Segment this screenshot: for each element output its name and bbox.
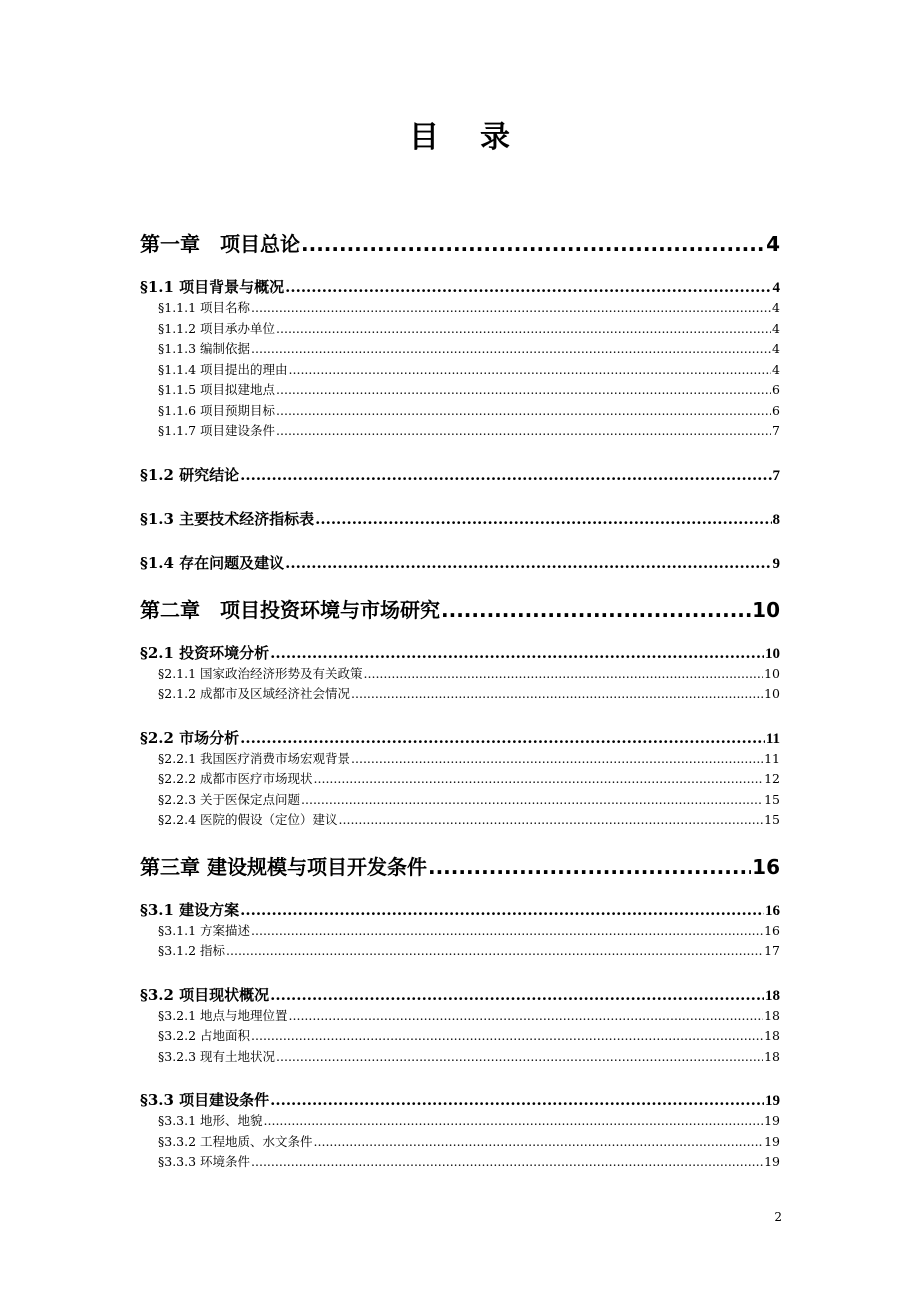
toc-leader-dots <box>251 341 771 356</box>
toc-entry-page: 18 <box>764 1028 780 1043</box>
toc-entry-page: 10 <box>764 665 780 681</box>
toc-entry-chapter[interactable] <box>140 228 780 264</box>
toc-entry-section[interactable] <box>140 984 780 1006</box>
toc-entry-page: 18 <box>764 1007 780 1023</box>
toc-entry-sub[interactable] <box>140 360 780 381</box>
toc-entry-sub[interactable] <box>140 421 780 442</box>
toc-leader-dots <box>441 598 751 622</box>
toc-entry-sub[interactable] <box>140 810 780 831</box>
toc-entry-label: §2.2.1 我国医疗消费市场宏观背景 <box>158 750 351 766</box>
toc-leader-dots <box>351 751 763 766</box>
toc-entry-page: 11 <box>765 730 780 747</box>
toc-leader-dots <box>270 1091 764 1109</box>
toc-leader-dots <box>315 510 771 528</box>
toc-entry-label: §1.1 项目背景与概况 <box>140 278 285 296</box>
toc-entry-sub[interactable] <box>140 380 780 401</box>
toc-entry-page: 16 <box>765 902 780 919</box>
page-title <box>0 112 920 156</box>
toc-leader-dots <box>270 644 764 662</box>
toc-entry-sub[interactable] <box>140 1132 780 1153</box>
toc-entry-page: 6 <box>772 382 780 397</box>
toc-entry-page: 7 <box>772 423 780 438</box>
toc-entry-label: §1.1.2 项目承办单位 <box>158 320 276 336</box>
toc-entry-label: §3.1 建设方案 <box>140 900 240 919</box>
toc-entry-label: §3.3.2 工程地质、水文条件 <box>158 1133 313 1149</box>
toc-entry-label: §3.1.1 方案描述 <box>158 922 251 938</box>
toc-entry-section[interactable] <box>140 642 780 664</box>
toc-entry-sub[interactable] <box>140 684 780 705</box>
toc-entry-sub[interactable] <box>140 664 780 685</box>
toc-leader-dots <box>276 1049 763 1064</box>
toc-entry-sub[interactable] <box>140 1152 780 1173</box>
toc-entry-page: 10 <box>765 645 780 662</box>
toc-entry-sub[interactable] <box>140 298 780 319</box>
toc-leader-dots <box>289 362 772 377</box>
toc-entry-label: §3.1.2 指标 <box>158 943 226 958</box>
toc-leader-dots <box>251 923 763 938</box>
toc-entry-page: 10 <box>752 597 780 622</box>
toc-entry-label: §1.1.6 项目预期目标 <box>158 402 276 418</box>
toc-leader-dots <box>226 943 763 958</box>
toc-leader-dots <box>351 686 763 701</box>
toc-entry-section[interactable] <box>140 899 780 921</box>
toc-entry-label: §2.2.3 关于医保定点问题 <box>158 791 301 807</box>
toc-leader-dots <box>240 901 764 919</box>
toc-entry-label: §3.3.3 环境条件 <box>158 1154 251 1169</box>
toc-leader-dots <box>314 1134 764 1149</box>
toc-entry-page: 15 <box>764 812 780 827</box>
toc-leader-dots <box>251 1028 763 1043</box>
toc-entry-sub[interactable] <box>140 1111 780 1132</box>
toc-entry-page: 11 <box>764 750 780 766</box>
toc-entry-label: §2.2.4 医院的假设（定位）建议 <box>158 812 338 827</box>
toc-entry-page: 18 <box>765 987 780 1004</box>
toc-entry-label: §3.3.1 地形、地貌 <box>158 1113 263 1128</box>
toc-entry-label: §2.2.2 成都市医疗市场现状 <box>158 771 313 786</box>
toc-entry-label: §2.1.1 国家政治经济形势及有关政策 <box>158 665 363 681</box>
toc-entry-label: 第三章 建设规模与项目开发条件 <box>140 854 427 879</box>
toc-leader-dots <box>301 232 765 256</box>
toc-entry-section[interactable] <box>140 727 780 749</box>
toc-leader-dots <box>240 729 765 747</box>
toc-entry-page: 4 <box>766 232 780 256</box>
toc-entry-label: §1.1.5 项目拟建地点 <box>158 382 276 397</box>
toc-leader-dots <box>364 666 764 681</box>
toc-entry-label: §2.1.2 成都市及区域经济社会情况 <box>158 686 351 701</box>
toc-leader-dots <box>264 1113 764 1128</box>
toc-entry-page: 4 <box>772 320 780 336</box>
toc-leader-dots <box>301 792 763 807</box>
toc-leader-dots <box>251 300 771 315</box>
toc-entry-page: 4 <box>772 361 780 377</box>
toc-entry-label: §1.1.3 编制依据 <box>158 341 251 356</box>
toc-entry-label: §3.2.3 现有土地状况 <box>158 1048 276 1064</box>
toc-entry-page: 6 <box>772 402 780 418</box>
toc-entry-sub[interactable] <box>140 1026 780 1047</box>
toc-entry-section[interactable] <box>140 552 780 574</box>
toc-entry-label: §1.4 存在问题及建议 <box>140 553 285 572</box>
toc-entry-label: §2.2 市场分析 <box>140 728 240 747</box>
toc-entry-page: 16 <box>764 922 780 938</box>
toc-entry-page: 4 <box>772 341 780 356</box>
toc-leader-dots <box>251 1154 763 1169</box>
page-number: 2 <box>774 1210 782 1224</box>
toc-leader-dots <box>276 423 771 438</box>
toc-entry-sub[interactable] <box>140 749 780 770</box>
toc-entry-page: 16 <box>752 854 780 879</box>
toc-entry-page: 7 <box>772 467 780 484</box>
toc-entry-page: 8 <box>772 511 780 528</box>
toc-entry-sub[interactable] <box>140 769 780 790</box>
toc-entry-label: §1.1.7 项目建设条件 <box>158 423 276 438</box>
toc-entry-section[interactable] <box>140 508 780 530</box>
toc-entry-label: §3.2 项目现状概况 <box>140 985 270 1004</box>
toc-entry-label: §1.1.4 项目提出的理由 <box>158 361 288 377</box>
toc-entry-page: 9 <box>772 555 780 572</box>
toc-entry-sub[interactable] <box>140 401 780 422</box>
toc-entry-page: 18 <box>764 1048 780 1064</box>
toc-leader-dots <box>285 554 771 572</box>
toc-leader-dots <box>276 321 771 336</box>
toc-entry-page: 19 <box>765 1093 780 1109</box>
toc-entry-label: §1.1.1 项目名称 <box>158 300 251 315</box>
toc-entry-label: §3.2.1 地点与地理位置 <box>158 1007 288 1023</box>
toc-entry-sub[interactable] <box>140 1047 780 1068</box>
toc-entry-sub[interactable] <box>140 1006 780 1027</box>
toc-leader-dots <box>285 278 771 296</box>
toc-entry-page: 17 <box>764 943 780 958</box>
toc-entry-chapter[interactable] <box>140 851 780 887</box>
toc-entry-page: 4 <box>772 280 780 296</box>
toc-entry-page: 19 <box>764 1133 780 1149</box>
toc-entry-section[interactable] <box>140 276 780 298</box>
toc-entry-sub[interactable] <box>140 319 780 340</box>
toc-leader-dots <box>289 1008 764 1023</box>
toc-entry-label: §1.3 主要技术经济指标表 <box>140 509 315 528</box>
table-of-contents <box>140 228 780 1173</box>
toc-entry-page: 19 <box>764 1154 780 1169</box>
toc-leader-dots <box>339 812 764 827</box>
toc-entry-label: 第二章 项目投资环境与市场研究 <box>140 597 440 622</box>
toc-entry-page: 4 <box>772 300 780 315</box>
toc-entry-page: 19 <box>764 1113 780 1128</box>
toc-entry-page: 15 <box>764 791 780 807</box>
toc-entry-section[interactable] <box>140 464 780 486</box>
title-char-2: 录 <box>480 120 511 155</box>
title-char-1: 目 <box>409 120 440 155</box>
toc-leader-dots <box>428 855 751 879</box>
toc-entry-sub[interactable] <box>140 921 780 942</box>
toc-entry-chapter[interactable] <box>140 594 780 630</box>
toc-entry-sub[interactable] <box>140 790 780 811</box>
toc-entry-section[interactable] <box>140 1089 780 1111</box>
toc-entry-page: 12 <box>764 771 780 786</box>
toc-entry-label: §1.2 研究结论 <box>140 465 240 484</box>
toc-entry-label: §3.2.2 占地面积 <box>158 1028 251 1043</box>
toc-entry-sub[interactable] <box>140 941 780 962</box>
toc-entry-label: 第一章 项目总论 <box>140 232 300 256</box>
toc-leader-dots <box>270 986 764 1004</box>
toc-entry-page: 10 <box>764 686 780 701</box>
toc-leader-dots <box>276 382 771 397</box>
toc-leader-dots <box>276 403 771 418</box>
toc-entry-label: §2.1 投资环境分析 <box>140 643 270 662</box>
toc-leader-dots <box>240 466 771 484</box>
toc-entry-label: §3.3 项目建设条件 <box>140 1091 270 1109</box>
toc-leader-dots <box>314 771 764 786</box>
toc-entry-sub[interactable] <box>140 339 780 360</box>
